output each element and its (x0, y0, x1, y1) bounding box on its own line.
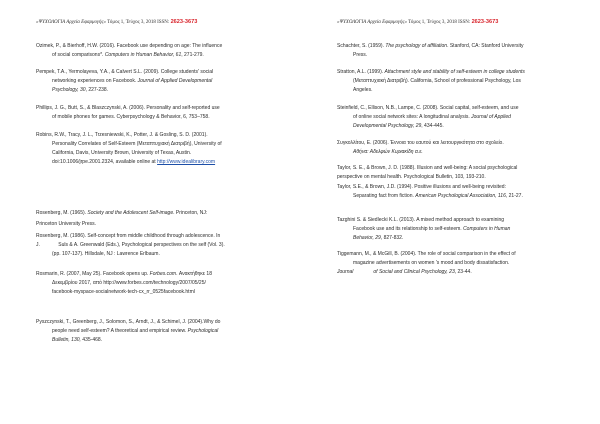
reference-entry (36, 42, 298, 60)
reference-continuation-line (337, 268, 599, 277)
reference-text: Taylor, S. E., & Brown, J. D. (1988). Illusion and well-being: A social psychological (337, 165, 518, 171)
reference-text: of mobile phones for games. Cyberpsychology & Behavior, 6, 753–758. (52, 114, 210, 120)
reference-text: people need self-esteem? A theoretical and empirical review. (52, 328, 188, 334)
reference-first-line (337, 250, 599, 259)
reference-text: magazine advertisements on women 's mood and body dissatisfaction. (353, 260, 510, 266)
reference-text: networking experiences on Facebook. (52, 78, 138, 84)
reference-text: , 21-27. (505, 193, 523, 199)
reference-text: Robins, R.W., Tracy, J. L., Trzesniewski, K., Potter, J. & Gosling, S. D. (2001). (36, 132, 208, 138)
reference-text: Αθήνα: Αδελφών Κυριακίδη α.ε. (353, 149, 423, 155)
reference-text: Separating fact from fiction. (353, 193, 416, 199)
reference-continuation-line (36, 77, 298, 86)
reference-entry (337, 173, 599, 182)
reference-text: Behavior, 29 (353, 235, 381, 241)
reference-text: Stratton, A.L. (1999). (337, 69, 385, 75)
reference-text: Tazghini S. & Siedlecki K.L. (2013). A mixed method approach to examining (337, 217, 505, 223)
reference-entry (36, 131, 298, 167)
reference-entry (337, 216, 599, 243)
reference-continuation-line (36, 86, 298, 95)
reference-text: Society and the Adolescent Self-image (87, 210, 174, 216)
reference-entry (337, 68, 599, 95)
reference-first-line (36, 68, 298, 77)
journal-title: «ΨΥΧΟΛΟΓΙΑ Αρχεία Εφαρμογής» (337, 20, 408, 25)
right-page (300, 0, 600, 424)
issn-number: 2623-3673 (471, 19, 499, 25)
reference-first-line (36, 318, 298, 327)
reference-text: Tiggemann, M., & McGill, B. (2004). The role of social comparison in the effect of (337, 251, 516, 257)
reference-entry (36, 104, 298, 122)
reference-continuation-line (337, 234, 599, 243)
reference-text: Rosmarin, R. (2007, May 25). Facebook opens up. (36, 271, 150, 277)
reference-text: , 827-832. (380, 235, 404, 241)
reference-text: J. (36, 242, 42, 248)
reference-text: Journal of Applied Developmental (137, 78, 213, 84)
reference-link[interactable]: http://www.idealibrary.com (157, 159, 216, 165)
reference-text: Forbes.com (149, 271, 177, 277)
reference-first-line (36, 209, 298, 218)
reference-continuation-line (36, 250, 298, 259)
reference-continuation-line (36, 140, 298, 149)
reference-text: , 434-445. (421, 123, 444, 129)
reference-entry (337, 104, 599, 131)
reference-text: (pp. 107-137). Hillsdale, NJ : Lawrence Erlbaum. (52, 251, 160, 257)
reference-continuation-line (337, 192, 599, 201)
reference-text: Developmental Psychology, 29 (353, 123, 422, 129)
reference-text: Psychological (187, 328, 219, 334)
reference-continuation-line (36, 336, 298, 345)
reference-entry (36, 270, 298, 297)
reference-continuation-line (337, 122, 599, 131)
reference-first-line (337, 68, 599, 77)
reference-text: Συγκολλίτου, Ε. (2006). Έννοια του εαυτού και λειτουργικότητα στο σχολείο. (337, 140, 504, 146)
reference-first-line (36, 220, 298, 229)
reference-text: . Princeton, NJ: (173, 210, 208, 216)
reference-first-line (36, 270, 298, 279)
reference-text: . Stanford, CA: Stanford University (447, 43, 524, 49)
reference-text: of social comparisons*. (52, 52, 105, 58)
reference-text: California, Davis, University Brown, University of Texas, Austin. (52, 150, 192, 156)
reference-entry (36, 209, 298, 218)
reference-text: Psychology, 30 (52, 87, 86, 93)
reference-text: Princeton University Press. (36, 221, 97, 227)
reference-entry (36, 220, 298, 229)
reference-first-line (337, 216, 599, 225)
reference-continuation-line (36, 149, 298, 158)
reference-text: Phillips, J. G., Butt, S., & Blaszczynski, A. (2006). Personality and self-reported use (36, 105, 220, 111)
reference-continuation-line (36, 241, 298, 250)
running-header-right (337, 19, 498, 25)
reference-first-line (337, 173, 599, 182)
reference-text: facebook-myspace-socialnetwork-tech-cx_rr_0525facebook.html (52, 289, 195, 295)
reference-continuation-line (337, 259, 599, 268)
reference-text: The psychology of affiliation (385, 43, 448, 49)
reference-continuation-line (36, 279, 298, 288)
reference-text: perspective on mental health. Psychological Bulletin, 103, 193-210. (337, 174, 486, 180)
reference-text: Journal (337, 269, 354, 275)
reference-first-line (36, 104, 298, 113)
reference-continuation-line (36, 288, 298, 297)
reference-text: (Μεταπτυχιακή Διατριβή). California, School of professional Psychology, Los (353, 78, 521, 84)
reference-text: Rosenberg, M. (1965). (36, 210, 88, 216)
reference-first-line (337, 139, 599, 148)
reference-continuation-line (36, 327, 298, 336)
issue-info: Τόμος 1, Τεύχος 3, 2018 ISSN: (407, 20, 472, 25)
reference-text: . Ανακτήθηκε 18 (176, 271, 212, 277)
reference-first-line (36, 42, 298, 51)
reference-first-line (36, 131, 298, 140)
reference-first-line (337, 183, 599, 192)
reference-text: Ozimek, P., & Bierhoff, H.W. (2016). Facebook use depending on age: The influence (36, 43, 223, 49)
reference-text: Suls & A. Greenwald (Eds.), Psychological perspectives on the self (Vol. 3). (58, 242, 225, 248)
reference-entry (36, 318, 298, 345)
reference-entry (337, 183, 599, 201)
reference-text: Angeles. (353, 87, 373, 93)
journal-title: «ΨΥΧΟΛΟΓΙΑ Αρχεία Εφαρμογής» (36, 20, 107, 25)
reference-continuation-line (36, 113, 298, 122)
reference-continuation-line (337, 51, 599, 60)
reference-text: , 227-238. (85, 87, 109, 93)
issue-info: Τόμος 1, Τεύχος 3, 2018 ISSN: (106, 20, 171, 25)
reference-text: Journal of Applied (471, 114, 511, 120)
reference-entry (337, 42, 599, 60)
reference-entry (36, 68, 298, 95)
reference-text: 435-468. (80, 337, 103, 343)
reference-first-line (337, 164, 599, 173)
reference-text: Personality Correlates of Self-Esteem (Μεταπτυχιακή Διατριβή), University of (52, 141, 222, 147)
reference-text: Bulletin, 130, (52, 337, 81, 343)
reference-entry (337, 164, 599, 173)
issn-number: 2623-3673 (170, 19, 198, 25)
reference-text: , 271-279. (181, 52, 204, 58)
reference-text: of Social and Clinical Psychology, 23 (373, 269, 455, 275)
reference-text: doi:10.1006/jrpe.2001.2324, available online at (52, 159, 158, 165)
reference-first-line (337, 42, 599, 51)
reference-text: Press. (353, 52, 368, 58)
reference-first-line (337, 104, 599, 113)
reference-continuation-line (337, 225, 599, 234)
reference-continuation-line (337, 148, 599, 157)
reference-text: Schachter, S. (1959). (337, 43, 386, 49)
reference-text: American Psychological Association, 116 (415, 193, 506, 199)
reference-continuation-line (337, 113, 599, 122)
reference-text: Attachment style and stability of self-esteem in college students (384, 69, 525, 75)
reference-text: Computers in Human (463, 226, 511, 232)
reference-entry (337, 139, 599, 157)
reference-text: , 23-44. (454, 269, 472, 275)
reference-continuation-line (337, 86, 599, 95)
reference-continuation-line (36, 158, 298, 167)
reference-entry (337, 250, 599, 277)
reference-text: Computers in Human Behavior, 61 (104, 52, 182, 58)
reference-text: Facebook use and its relationship to self-esteem. (353, 226, 464, 232)
reference-continuation-line (337, 77, 599, 86)
reference-first-line (36, 232, 298, 241)
reference-text: Pempek, T.A., Yermolayeva, Y.A., & Calvert S.L. (2009). College students' social (36, 69, 214, 75)
reference-text: Taylor, S.E., & Brown, J.D. (1994). Positive illusions and well-being revisited: (337, 184, 506, 190)
reference-text: Rosenberg, M. (1986). Self-concept from middle childhood through adolescence. In (36, 233, 221, 239)
running-header-left (36, 19, 197, 25)
reference-continuation-line (36, 51, 298, 60)
reference-text: of online social network sites: A longitudinal analysis. (353, 114, 472, 120)
reference-entry (36, 232, 298, 259)
reference-text: Pyszczynski, T., Greenberg, J., Solomon, S., Arndt, J., & Schimel, J. (2004).Why do (36, 319, 221, 325)
reference-text: Steinfield, C., Ellison, N.B., Lampe, C. (2008). Social capital, self-esteem, and use (337, 105, 519, 111)
reference-text: Δεκεμβρίου 2017, από http://www.forbes.com/technology/2007/05/25/ (52, 280, 206, 286)
